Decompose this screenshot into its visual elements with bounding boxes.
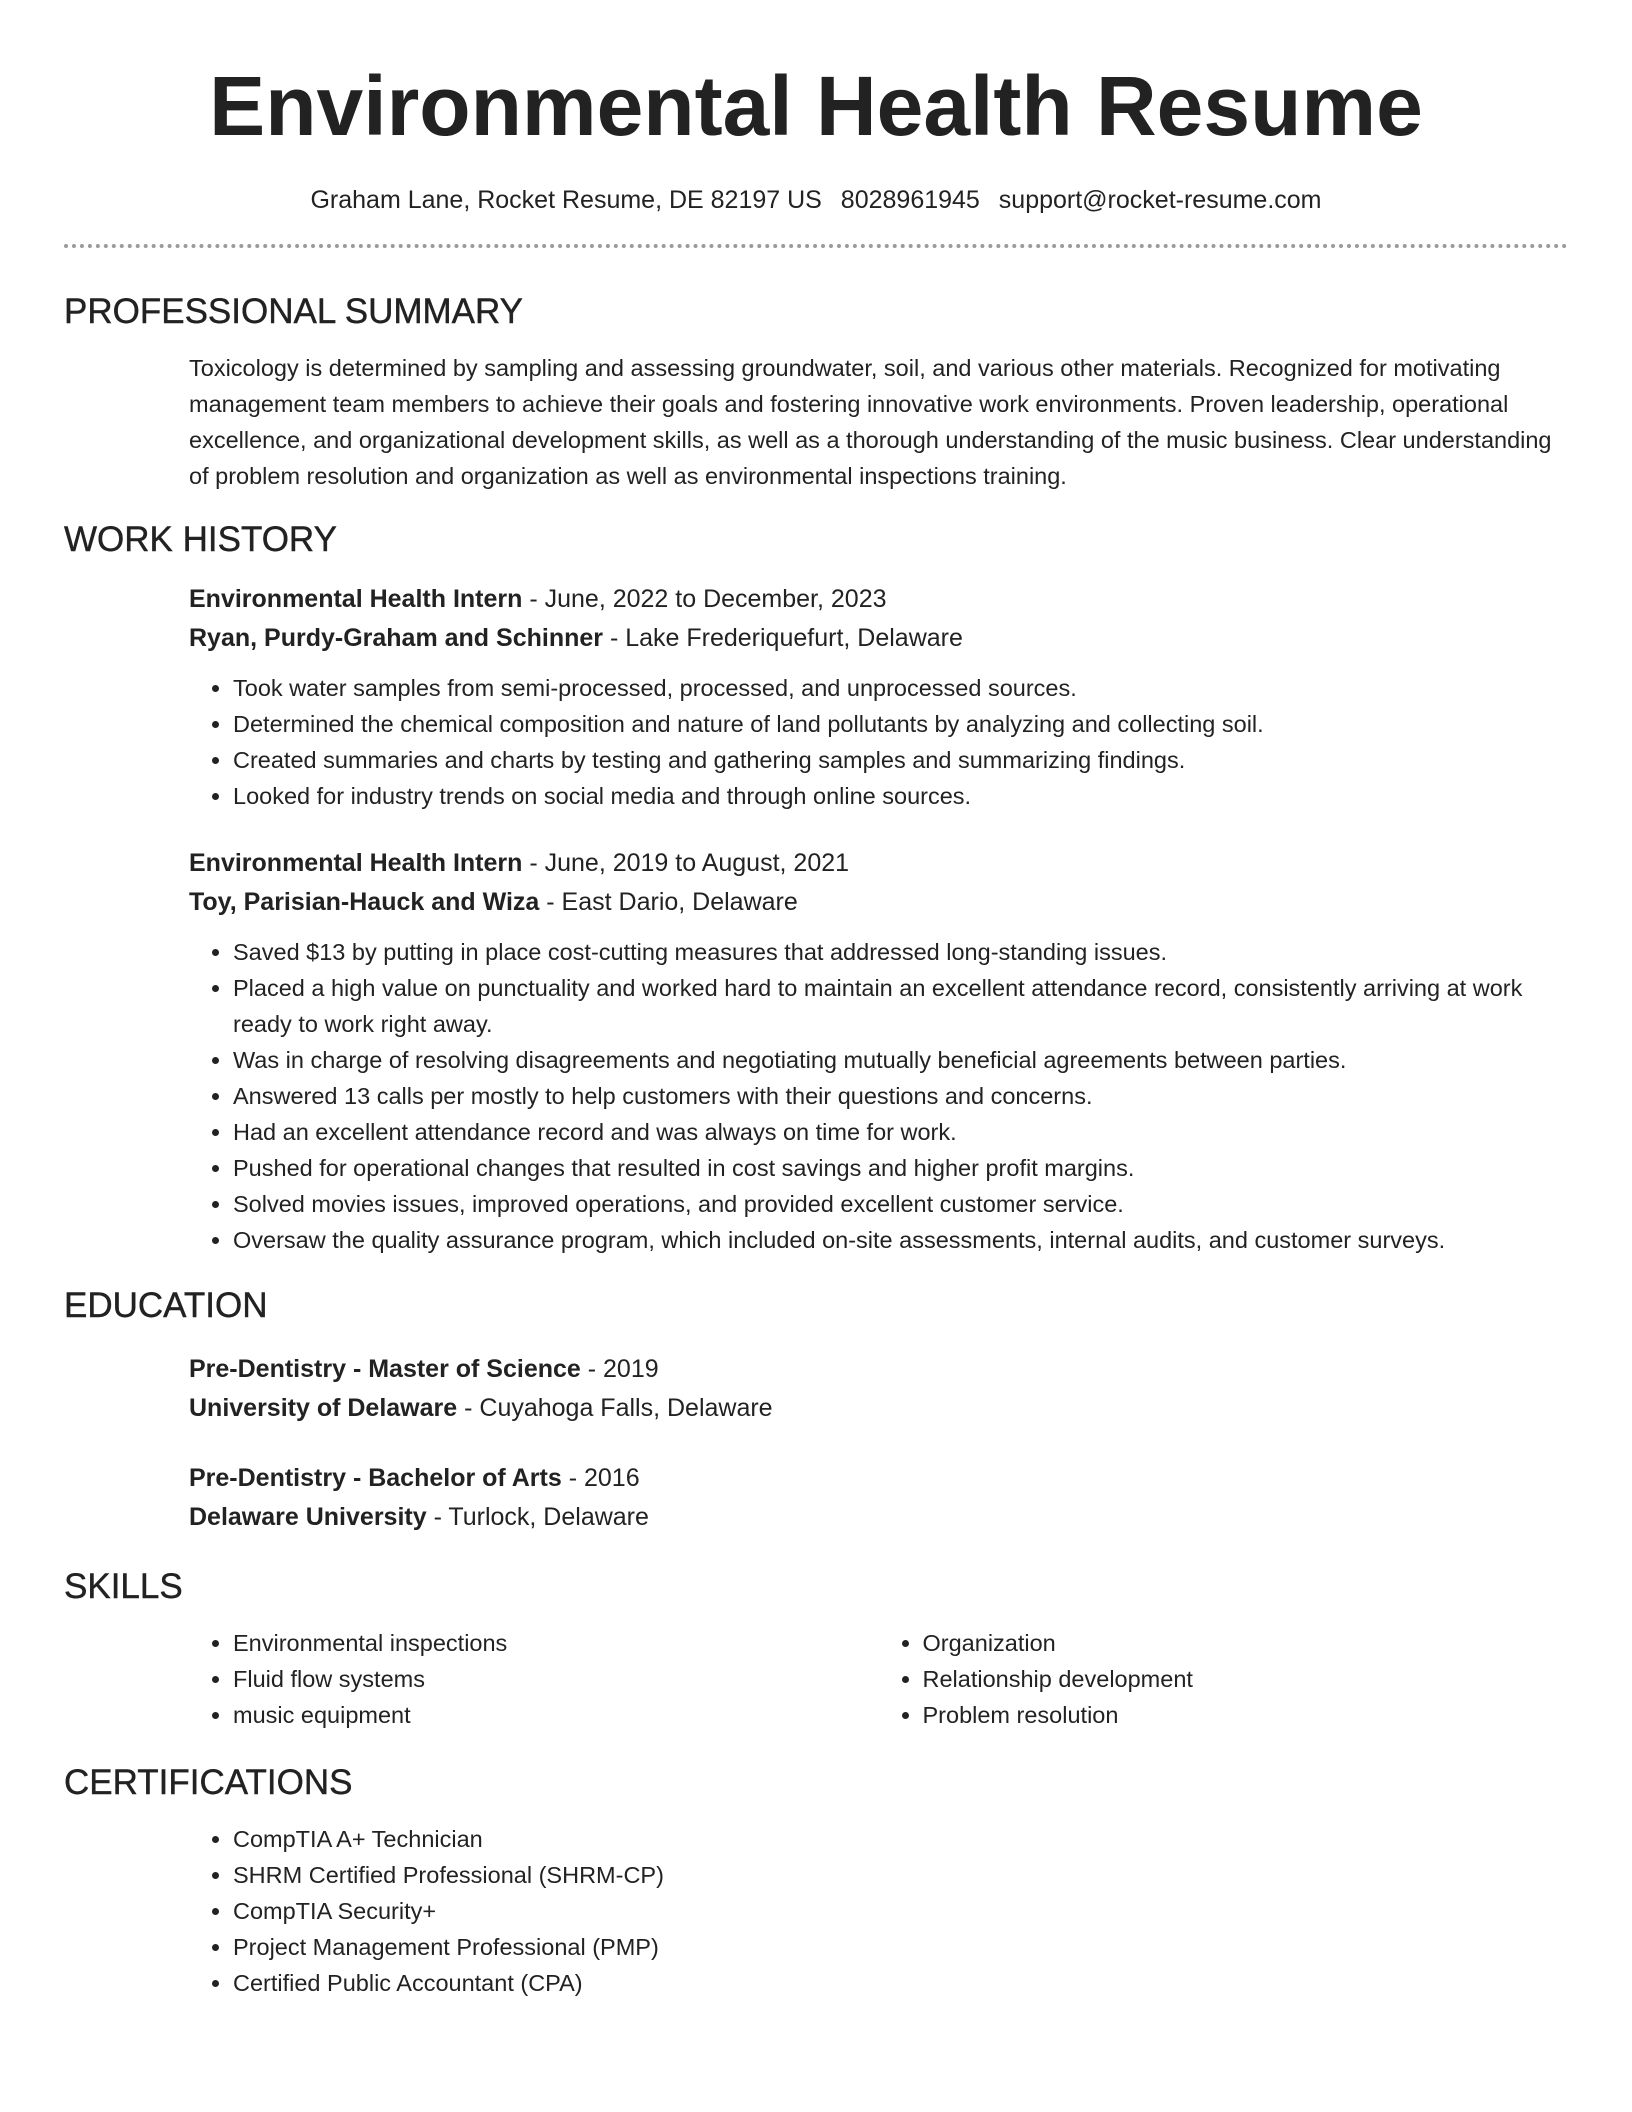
skills-heading: SKILLS xyxy=(64,1567,183,1606)
job-company: Ryan, Purdy-Graham and Schinner xyxy=(189,624,603,652)
degree-name: Pre-Dentistry - Master of Science xyxy=(189,1355,581,1383)
certification-item: • Certified Public Accountant (CPA) xyxy=(233,1965,1568,2001)
contact-address: Graham Lane, Rocket Resume, DE 82197 US xyxy=(310,186,822,214)
skill-item: • Problem resolution xyxy=(923,1697,1569,1733)
summary-heading: PROFESSIONAL SUMMARY xyxy=(64,292,523,331)
certification-item: • CompTIA A+ Technician xyxy=(233,1821,1568,1857)
job-title-line xyxy=(189,844,1568,883)
school-name: Delaware University xyxy=(189,1503,427,1531)
contact-line xyxy=(64,182,1568,218)
job-bullets xyxy=(189,934,1568,1258)
certification-item: • SHRM Certified Professional (SHRM-CP) xyxy=(233,1857,1568,1893)
education-entry xyxy=(189,1459,1568,1537)
skill-item: • Fluid flow systems xyxy=(233,1661,879,1697)
education-entry xyxy=(189,1350,1568,1428)
job-bullet: • Pushed for operational changes that resulted in cost savings and higher profit margins. xyxy=(233,1150,1568,1186)
job-company: Toy, Parisian-Hauck and Wiza xyxy=(189,888,540,916)
job-bullet: • Created summaries and charts by testing and gathering samples and summarizing findings. xyxy=(233,742,1568,778)
job-entry xyxy=(189,580,1568,814)
skill-item: • Environmental inspections xyxy=(233,1625,879,1661)
skill-item: • Relationship development xyxy=(923,1661,1569,1697)
school-line xyxy=(189,1389,1568,1428)
job-bullet: • Looked for industry trends on social media and through online sources. xyxy=(233,778,1568,814)
resume-title: Environmental Health Resume xyxy=(209,59,1423,153)
job-bullet: • Took water samples from semi-processed, processed, and unprocessed sources. xyxy=(233,670,1568,706)
skills-list-right xyxy=(879,1625,1569,1733)
job-title: Environmental Health Intern xyxy=(189,585,523,613)
job-bullet: • Placed a high value on punctuality and worked hard to maintain an excellent attendance record, consistently arriving at work ready to work right away. xyxy=(233,970,1568,1042)
job-dates: - June, 2022 to December, 2023 xyxy=(522,585,887,613)
degree-year: - 2019 xyxy=(580,1355,659,1383)
summary-text: Toxicology is determined by sampling and assessing groundwater, soil, and various other materials. Recognized for motivating management team members to achieve their goals and fostering innovative work environments. Proven leadership, operational excellence, and organizational development skills, as well as a thorough understanding of the music business. Clear understanding of problem resolution and organization as well as environmental inspections training. xyxy=(189,355,1552,489)
work-history-heading: WORK HISTORY xyxy=(64,520,337,559)
job-bullet: • Was in charge of resolving disagreements and negotiating mutually beneficial agreements between parties. xyxy=(233,1042,1568,1078)
job-bullet: • Determined the chemical composition and nature of land pollutants by analyzing and collecting soil. xyxy=(233,706,1568,742)
job-bullet: • Had an excellent attendance record and was always on time for work. xyxy=(233,1114,1568,1150)
job-title-line xyxy=(189,580,1568,619)
job-title: Environmental Health Intern xyxy=(189,849,523,877)
degree-line xyxy=(189,1350,1568,1389)
skills-list-left xyxy=(189,1625,879,1733)
certifications-block xyxy=(189,1821,1568,2001)
contact-phone: 8028961945 xyxy=(840,186,980,214)
school-name: University of Delaware xyxy=(189,1394,458,1422)
header-divider xyxy=(64,244,1568,248)
job-bullet: • Solved movies issues, improved operations, and provided excellent customer service. xyxy=(233,1186,1568,1222)
certifications-heading: CERTIFICATIONS xyxy=(64,1763,353,1802)
job-company-line xyxy=(189,883,1568,922)
certification-item: • Project Management Professional (PMP) xyxy=(233,1929,1568,1965)
degree-name: Pre-Dentistry - Bachelor of Arts xyxy=(189,1464,562,1492)
degree-line xyxy=(189,1459,1568,1498)
job-company-line xyxy=(189,619,1568,658)
contact-email: support@rocket-resume.com xyxy=(998,186,1322,214)
school-location: - Cuyahoga Falls, Delaware xyxy=(457,1394,773,1422)
school-location: - Turlock, Delaware xyxy=(426,1503,649,1531)
school-line xyxy=(189,1498,1568,1537)
degree-year: - 2016 xyxy=(561,1464,640,1492)
job-bullet: • Saved $13 by putting in place cost-cutting measures that addressed long-standing issues. xyxy=(233,934,1568,970)
education-heading: EDUCATION xyxy=(64,1286,268,1325)
job-bullets xyxy=(189,670,1568,814)
job-bullet: • Oversaw the quality assurance program, which included on-site assessments, internal audits, and customer surveys. xyxy=(233,1222,1568,1258)
skill-item: • music equipment xyxy=(233,1697,879,1733)
skill-item: • Organization xyxy=(923,1625,1569,1661)
skills-columns xyxy=(189,1625,1568,1733)
job-dates: - June, 2019 to August, 2021 xyxy=(522,849,850,877)
certifications-list xyxy=(189,1821,1568,2001)
job-bullet: • Answered 13 calls per mostly to help customers with their questions and concerns. xyxy=(233,1078,1568,1114)
certification-item: • CompTIA Security+ xyxy=(233,1893,1568,1929)
job-entry xyxy=(189,844,1568,1258)
job-location: - Lake Frederiquefurt, Delaware xyxy=(603,624,963,652)
job-location: - East Dario, Delaware xyxy=(539,888,798,916)
